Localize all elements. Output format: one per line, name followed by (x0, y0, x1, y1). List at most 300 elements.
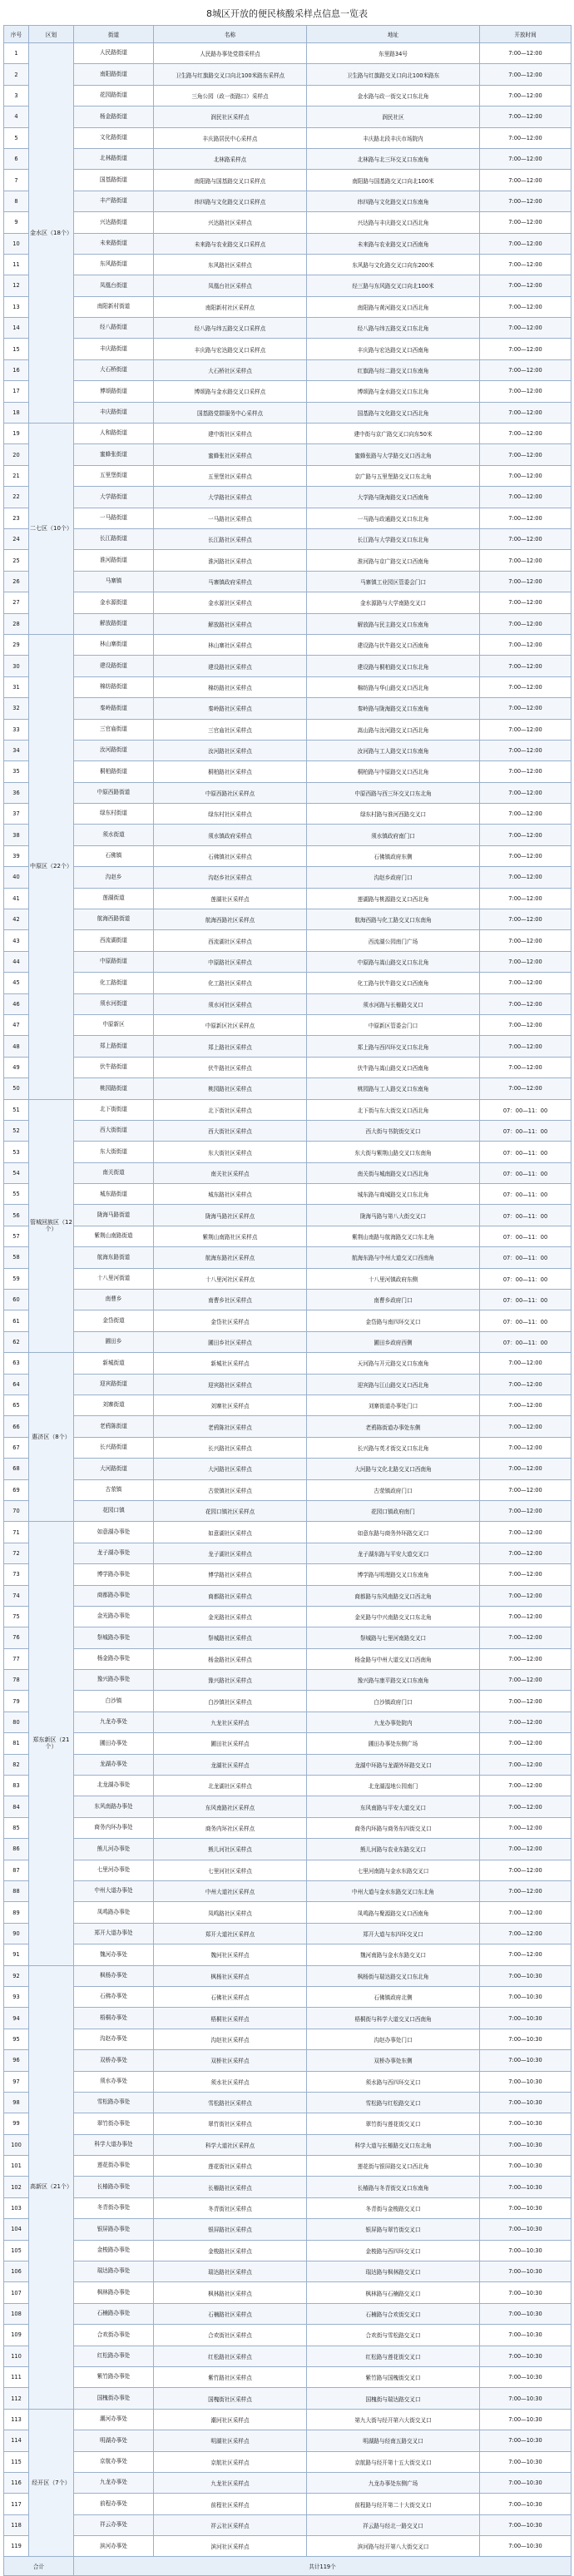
table-row (4, 2346, 572, 2366)
cell-street: 桐柏路街道 (74, 761, 154, 782)
cell-street: 博颂路街道 (74, 381, 154, 402)
cell-address: 化工路与伏牛路交叉口西南角 (307, 973, 480, 993)
table-row (4, 508, 572, 528)
cell-index: 96 (4, 2050, 29, 2071)
cell-hours: 07：00—11：00 (480, 1268, 572, 1289)
cell-address: 刘寨街道办事处门口 (307, 1395, 480, 1416)
table-row (4, 1353, 572, 1374)
cell-address: 建设路与桐柏路交叉口东北角 (307, 656, 480, 676)
table-row (4, 1268, 572, 1289)
cell-hours: 7:00—12:00 (480, 1839, 572, 1860)
cell-address: 卫生路与红旗路交叉口向北100米路东 (307, 64, 480, 85)
table-row (4, 571, 572, 592)
table-row (4, 2409, 572, 2430)
cell-street: 龙湖办事处 (74, 1754, 154, 1775)
cell-address: 城东路与商城路交叉口东北角 (307, 1184, 480, 1205)
cell-street: 蜜蜂张街道 (74, 444, 154, 465)
table-row (4, 1099, 572, 1120)
cell-name: 须水社区采样点 (154, 2071, 307, 2092)
cell-address: 第九大街与经开第六大街交叉口 (307, 2409, 480, 2430)
cell-index: 16 (4, 359, 29, 380)
cell-hours: 7:00—12:00 (480, 275, 572, 296)
cell-index: 105 (4, 2240, 29, 2261)
cell-address: 明湖路与经南五路交叉口 (307, 2430, 480, 2451)
cell-street: 淮河路街道 (74, 550, 154, 571)
cell-hours: 7:00—12:00 (480, 1078, 572, 1099)
cell-index: 85 (4, 1817, 29, 1838)
cell-name: 石佛社区采样点 (154, 1986, 307, 2007)
cell-index: 88 (4, 1880, 29, 1901)
cell-address: 北下街与东大街交叉口西北角 (307, 1099, 480, 1120)
header-hours: 开放时间 (480, 26, 572, 43)
cell-address: 润民社区 (307, 107, 480, 127)
cell-hours: 7:00—10:30 (480, 2366, 572, 2387)
table-row (4, 191, 572, 211)
cell-name: 国槐街社区采样点 (154, 2388, 307, 2409)
cell-name: 蜜蜂张社区采样点 (154, 444, 307, 465)
cell-street: 莲湖街道 (74, 888, 154, 909)
table-row (4, 2197, 572, 2218)
cell-name: 翠竹街社区采样点 (154, 2113, 307, 2134)
cell-street: 老鸦陈街道 (74, 1416, 154, 1437)
cell-name: 枫林路社区采样点 (154, 2282, 307, 2303)
cell-address: 迎宾路与江山路交叉口西北角 (307, 1374, 480, 1395)
cell-name: 豫兴路社区采样点 (154, 1670, 307, 1691)
cell-hours: 7:00—12:00 (480, 867, 572, 888)
cell-name: 滨河社区采样点 (154, 2536, 307, 2557)
table-row (4, 1290, 572, 1310)
cell-name: 长椿路社区采样点 (154, 2177, 307, 2197)
cell-street: 建设路街道 (74, 656, 154, 676)
cell-hours: 7:00—12:00 (480, 1459, 572, 1479)
table-row (4, 1120, 572, 1141)
cell-street: 城东路街道 (74, 1184, 154, 1205)
cell-name: 卫生路与红旗路交叉口向北100米路东采样点 (154, 64, 307, 85)
cell-hours: 7:00—12:00 (480, 254, 572, 275)
cell-index: 58 (4, 1247, 29, 1268)
cell-hours: 7:00—12:00 (480, 1648, 572, 1669)
cell-street: 金水源街道 (74, 592, 154, 613)
cell-hours: 7:00—12:00 (480, 444, 572, 465)
table-row (4, 1205, 572, 1226)
cell-address: 纬四路与文化路交叉口东南角 (307, 191, 480, 211)
cell-name: 三官庙社区采样点 (154, 719, 307, 740)
cell-hours: 7:00—12:00 (480, 719, 572, 740)
cell-index: 101 (4, 2156, 29, 2177)
table-row (4, 845, 572, 866)
table-row (4, 2282, 572, 2303)
cell-street: 九龙办事处 (74, 2472, 154, 2493)
cell-name: 龙子湖社区采样点 (154, 1543, 307, 1563)
cell-name: 明湖社区采样点 (154, 2430, 307, 2451)
cell-street: 伏牛路街道 (74, 1057, 154, 1077)
cell-hours: 7:00—10:30 (480, 2113, 572, 2134)
cell-street: 国槐街办事处 (74, 2388, 154, 2409)
cell-address: 莲湖路与桃源路交叉口西北角 (307, 888, 480, 909)
cell-index: 76 (4, 1627, 29, 1648)
cell-index: 39 (4, 845, 29, 866)
cell-index: 4 (4, 107, 29, 127)
cell-address: 京广路与五里堡路交叉口东北角 (307, 465, 480, 486)
table-row (4, 2388, 572, 2409)
cell-index: 48 (4, 1036, 29, 1057)
table-row (4, 930, 572, 951)
cell-name: 解放路社区采样点 (154, 613, 307, 634)
cell-index: 56 (4, 1205, 29, 1226)
table-row (4, 2366, 572, 2387)
cell-street: 绿东村街道 (74, 804, 154, 825)
cell-address: 银屏路与翠竹街交叉口 (307, 2219, 480, 2240)
cell-name: 十八里河社区采样点 (154, 1268, 307, 1289)
cell-address: 东风路与文化路交叉口向东200米 (307, 254, 480, 275)
cell-name: 京航社区采样点 (154, 2451, 307, 2472)
cell-street: 北龙湖办事处 (74, 1776, 154, 1796)
cell-index: 94 (4, 2008, 29, 2029)
cell-street: 中原西路街道 (74, 782, 154, 803)
table-row (4, 2113, 572, 2134)
cell-address: 龙湖中环路与龙湖外环路交叉口 (307, 1754, 480, 1775)
cell-hours: 7:00—12:00 (480, 1014, 572, 1035)
cell-hours: 7:00—12:00 (480, 1733, 572, 1754)
cell-index: 62 (4, 1331, 29, 1352)
cell-street: 未来路街道 (74, 233, 154, 254)
cell-hours: 7:00—10:30 (480, 2409, 572, 2430)
total-label: 合计 (4, 2557, 74, 2576)
cell-hours: 7:00—12:00 (480, 107, 572, 127)
cell-street: 龙子湖办事处 (74, 1543, 154, 1563)
cell-index: 106 (4, 2261, 29, 2282)
cell-name: 南阳新村社区采样点 (154, 296, 307, 317)
cell-name: 东风南路社区采样点 (154, 1796, 307, 1817)
cell-street: 长兴路街道 (74, 1437, 154, 1458)
cell-address: 红旗路与经二路交叉口东南角 (307, 359, 480, 380)
cell-address: 南阳路与国基路交叉口向北100米 (307, 170, 480, 191)
table-row (4, 1733, 572, 1754)
cell-address: 郑开大道与东四环交叉口 (307, 1923, 480, 1944)
cell-name: 白沙镇社区采样点 (154, 1691, 307, 1712)
cell-street: 紫竹路办事处 (74, 2366, 154, 2387)
cell-name: 前程社区采样点 (154, 2494, 307, 2514)
cell-hours: 7:00—12:00 (480, 698, 572, 719)
cell-address: 建设路与伏牛路交叉口西南角 (307, 634, 480, 655)
cell-address: 商都路与东风南路交叉口西北角 (307, 1585, 480, 1606)
cell-address: 商务内环路与商务东四街交叉口 (307, 1817, 480, 1838)
cell-hours: 7:00—10:30 (480, 2008, 572, 2029)
cell-street: 凤鸣路办事处 (74, 1902, 154, 1923)
cell-hours: 7:00—12:00 (480, 1500, 572, 1521)
cell-index: 9 (4, 212, 29, 233)
cell-address: 莲花街与银屏路交叉口西北角 (307, 2156, 480, 2177)
cell-name: 熊儿河社区采样点 (154, 1839, 307, 1860)
cell-hours: 07：00—11：00 (480, 1247, 572, 1268)
cell-street: 杨金路街道 (74, 107, 154, 127)
cell-street: 双桥办事处 (74, 2050, 154, 2071)
cell-address: 未来路与农业路交叉口西南角 (307, 233, 480, 254)
cell-street: 一马路街道 (74, 508, 154, 528)
cell-address: 桃园路与工人路交叉口东南角 (307, 1078, 480, 1099)
cell-index: 83 (4, 1776, 29, 1796)
cell-index: 18 (4, 402, 29, 423)
cell-address: 南阳路与黄河路交叉口西北角 (307, 296, 480, 317)
cell-name: 博学路社区采样点 (154, 1564, 307, 1585)
cell-name: 桃园路社区采样点 (154, 1078, 307, 1099)
cell-address: 石楠路与合欢街交叉口 (307, 2303, 480, 2324)
cell-index: 86 (4, 1839, 29, 1860)
cell-address: 魏河南路与金水东路交叉口 (307, 1944, 480, 1965)
cell-name: 伏牛路社区采样点 (154, 1057, 307, 1077)
cell-name: 大石桥社区采样点 (154, 359, 307, 380)
cell-index: 41 (4, 888, 29, 909)
cell-index: 111 (4, 2366, 29, 2387)
cell-street: 花园口镇 (74, 1500, 154, 1521)
cell-street: 花园路街道 (74, 85, 154, 106)
cell-address: 中州大道与金水东路交叉口东北角 (307, 1880, 480, 1901)
table-row (4, 1014, 572, 1035)
table-row (4, 1395, 572, 1416)
cell-street: 新城街道 (74, 1353, 154, 1374)
cell-hours: 7:00—10:30 (480, 2514, 572, 2535)
cell-street: 科学大道办事处 (74, 2134, 154, 2155)
table-row (4, 634, 572, 655)
cell-name: 枫杨社区采样点 (154, 1965, 307, 1986)
cell-name: 马寨镇政府采样点 (154, 571, 307, 592)
cell-index: 117 (4, 2494, 29, 2514)
cell-hours: 7:00—12:00 (480, 487, 572, 508)
cell-address: 雪松路与红松路交叉口 (307, 2092, 480, 2113)
table-row (4, 402, 572, 423)
cell-street: 南阳路街道 (74, 64, 154, 85)
cell-district: 金水区（18个） (29, 43, 74, 424)
cell-hours: 7:00—10:30 (480, 1965, 572, 1986)
cell-hours: 7:00—12:00 (480, 888, 572, 909)
cell-address: 紫竹路与国槐街交叉口 (307, 2366, 480, 2387)
cell-index: 93 (4, 1986, 29, 2007)
cell-street: 中原新区 (74, 1014, 154, 1035)
cell-hours: 07：00—11：00 (480, 1120, 572, 1141)
cell-address: 冬青街与金梭路交叉口 (307, 2197, 480, 2218)
cell-name: 经八路与纬五路交叉口采样点 (154, 318, 307, 339)
cell-name: 九龙社区采样点 (154, 2472, 307, 2493)
cell-name: 长江路社区采样点 (154, 528, 307, 549)
table-row (4, 212, 572, 233)
cell-address: 金梭路与西四环交叉口 (307, 2240, 480, 2261)
cell-index: 20 (4, 444, 29, 465)
cell-district: 管城回族区（12个） (29, 1099, 74, 1353)
table-row (4, 1078, 572, 1099)
cell-district: 二七区（10个） (29, 424, 74, 635)
cell-name: 秦岭路社区采样点 (154, 698, 307, 719)
table-row (4, 2325, 572, 2346)
cell-address: 国槐街与瑞达路交叉口 (307, 2388, 480, 2409)
cell-name: 花园口镇社区采样点 (154, 1500, 307, 1521)
cell-name: 五里堡社区采样点 (154, 465, 307, 486)
cell-hours: 7:00—12:00 (480, 571, 572, 592)
cell-address: 大学路与陇海路交叉口西南角 (307, 487, 480, 508)
table-row (4, 1416, 572, 1437)
cell-name: 淮河路社区采样点 (154, 550, 307, 571)
table-row (4, 1776, 572, 1796)
cell-index: 114 (4, 2430, 29, 2451)
cell-hours: 7:00—12:00 (480, 1691, 572, 1712)
cell-street: 沟赵办事处 (74, 2029, 154, 2049)
header-address: 地址 (307, 26, 480, 43)
table-row (4, 2092, 572, 2113)
cell-hours: 7:00—12:00 (480, 1479, 572, 1500)
cell-address: 大河路与文化北路交叉口西南角 (307, 1459, 480, 1479)
table-row (4, 107, 572, 127)
table-row (4, 1839, 572, 1860)
cell-hours: 7:00—10:30 (480, 1986, 572, 2007)
cell-index: 50 (4, 1078, 29, 1099)
table-row (4, 127, 572, 148)
cell-name: 纬四路与文化路交叉口采样点 (154, 191, 307, 211)
cell-index: 70 (4, 1500, 29, 1521)
table-row (4, 1648, 572, 1669)
cell-district: 高新区（21个） (29, 1965, 74, 2409)
cell-name: 银屏路社区采样点 (154, 2219, 307, 2240)
cell-hours: 7:00—12:00 (480, 1923, 572, 1944)
cell-district: 郑东新区（21个） (29, 1522, 74, 1965)
cell-street: 枫杨办事处 (74, 1965, 154, 1986)
table-row (4, 1606, 572, 1627)
cell-index: 46 (4, 993, 29, 1014)
cell-hours: 7:00—12:00 (480, 634, 572, 655)
cell-index: 80 (4, 1712, 29, 1732)
cell-address: 北龙湖湿地公园南门 (307, 1776, 480, 1796)
cell-hours: 7:00—12:00 (480, 170, 572, 191)
cell-street: 前程办事处 (74, 2494, 154, 2514)
cell-street: 瑞达路办事处 (74, 2261, 154, 2282)
cell-index: 59 (4, 1268, 29, 1289)
total-row (4, 2557, 572, 2576)
cell-name: 金岱社区采样点 (154, 1310, 307, 1331)
cell-street: 圃田办事处 (74, 1733, 154, 1754)
cell-hours: 7:00—12:00 (480, 1670, 572, 1691)
cell-address: 科学大道与长椿路交叉口东北角 (307, 2134, 480, 2155)
cell-index: 30 (4, 656, 29, 676)
cell-address: 杨金路与中州大道交叉口西南角 (307, 1648, 480, 1669)
table-row (4, 2071, 572, 2092)
cell-index: 3 (4, 85, 29, 106)
cell-street: 化工路街道 (74, 973, 154, 993)
cell-address: 桐柏路与中原路交叉口西北角 (307, 761, 480, 782)
header-index: 序号 (4, 26, 29, 43)
cell-street: 梧桐办事处 (74, 2008, 154, 2029)
cell-name: 桐柏路社区采样点 (154, 761, 307, 782)
cell-hours: 7:00—10:30 (480, 2451, 572, 2472)
cell-name: 金梭路社区采样点 (154, 2240, 307, 2261)
cell-street: 陇海马路街道 (74, 1205, 154, 1226)
cell-address: 博学路与明理路交叉口东南角 (307, 1564, 480, 1585)
cell-hours: 7:00—12:00 (480, 1796, 572, 1817)
cell-hours: 07：00—11：00 (480, 1162, 572, 1183)
table-row (4, 656, 572, 676)
cell-name: 绿东村社区采样点 (154, 804, 307, 825)
cell-name: 北林路采样点 (154, 148, 307, 169)
cell-street: 国基路街道 (74, 170, 154, 191)
cell-index: 61 (4, 1310, 29, 1331)
table-row (4, 424, 572, 444)
cell-name: 圃田社区采样点 (154, 1733, 307, 1754)
cell-name: 沟赵乡社区采样点 (154, 867, 307, 888)
cell-index: 7 (4, 170, 29, 191)
cell-name: 合欢街社区采样点 (154, 2325, 307, 2346)
cell-index: 84 (4, 1796, 29, 1817)
cell-name: 兴达路社区采样点 (154, 212, 307, 233)
cell-index: 2 (4, 64, 29, 85)
table-row (4, 381, 572, 402)
cell-address: 翠竹街与莲花街交叉口 (307, 2113, 480, 2134)
cell-index: 103 (4, 2197, 29, 2218)
cell-name: 金光路社区采样点 (154, 1606, 307, 1627)
cell-address: 绿东村路与淮河西路交叉口 (307, 804, 480, 825)
table-row (4, 296, 572, 317)
cell-name: 三角公园（政一街路口）采样点 (154, 85, 307, 106)
table-header-row (4, 26, 572, 43)
table-row (4, 1247, 572, 1268)
cell-street: 林山寨街道 (74, 634, 154, 655)
cell-hours: 7:00—12:00 (480, 592, 572, 613)
cell-address: 东里路34号 (307, 43, 480, 64)
cell-name: 新城社区采样点 (154, 1353, 307, 1374)
table-row (4, 1754, 572, 1775)
cell-street: 三官庙街道 (74, 719, 154, 740)
cell-street: 秦岭路街道 (74, 698, 154, 719)
cell-index: 25 (4, 550, 29, 571)
cell-name: 商务内环社区采样点 (154, 1817, 307, 1838)
cell-street: 紫荆山南路街道 (74, 1226, 154, 1246)
cell-address: 长兴路与英才街交叉口东北角 (307, 1437, 480, 1458)
cell-street: 大石桥街道 (74, 359, 154, 380)
cell-street: 合欢街办事处 (74, 2325, 154, 2346)
cell-name: 郑开大道社区采样点 (154, 1923, 307, 1944)
cell-name: 一马路社区采样点 (154, 508, 307, 528)
cell-hours: 07：00—11：00 (480, 1205, 572, 1226)
cell-hours: 7:00—12:00 (480, 528, 572, 549)
table-row (4, 1437, 572, 1458)
cell-address: 如意东路与商务外环路交叉口 (307, 1522, 480, 1543)
cell-name: 北龙湖社区采样点 (154, 1776, 307, 1796)
table-row (4, 867, 572, 888)
table-row (4, 1500, 572, 1521)
cell-address: 长江路与大学路交叉口东北角 (307, 528, 480, 549)
table-row (4, 359, 572, 380)
cell-index: 100 (4, 2134, 29, 2155)
cell-name: 航海西路社区采样点 (154, 909, 307, 930)
cell-district: 中原区（22个） (29, 634, 74, 1099)
table-row (4, 85, 572, 106)
cell-index: 89 (4, 1902, 29, 1923)
cell-street: 马寨镇 (74, 571, 154, 592)
cell-index: 38 (4, 825, 29, 845)
cell-index: 40 (4, 867, 29, 888)
cell-address: 经三路与东风路交叉口向北100米 (307, 275, 480, 296)
cell-name: 凤凰台社区采样点 (154, 275, 307, 296)
cell-index: 64 (4, 1374, 29, 1395)
cell-address: 瑞达路与枫林路交叉口 (307, 2261, 480, 2282)
cell-name: 中原新区社区采样点 (154, 1014, 307, 1035)
cell-index: 51 (4, 1099, 29, 1120)
cell-address: 丰庆路与宏达路交叉口西南角 (307, 339, 480, 359)
cell-hours: 7:00—12:00 (480, 1416, 572, 1437)
table-row (4, 1627, 572, 1648)
cell-name: 七里河社区采样点 (154, 1860, 307, 1880)
cell-street: 九龙办事处 (74, 1712, 154, 1732)
cell-address: 石佛镇政府东侧 (307, 845, 480, 866)
cell-address: 嵩山路与汝河路交叉口西北角 (307, 719, 480, 740)
table-row (4, 1564, 572, 1585)
cell-hours: 7:00—12:00 (480, 951, 572, 972)
